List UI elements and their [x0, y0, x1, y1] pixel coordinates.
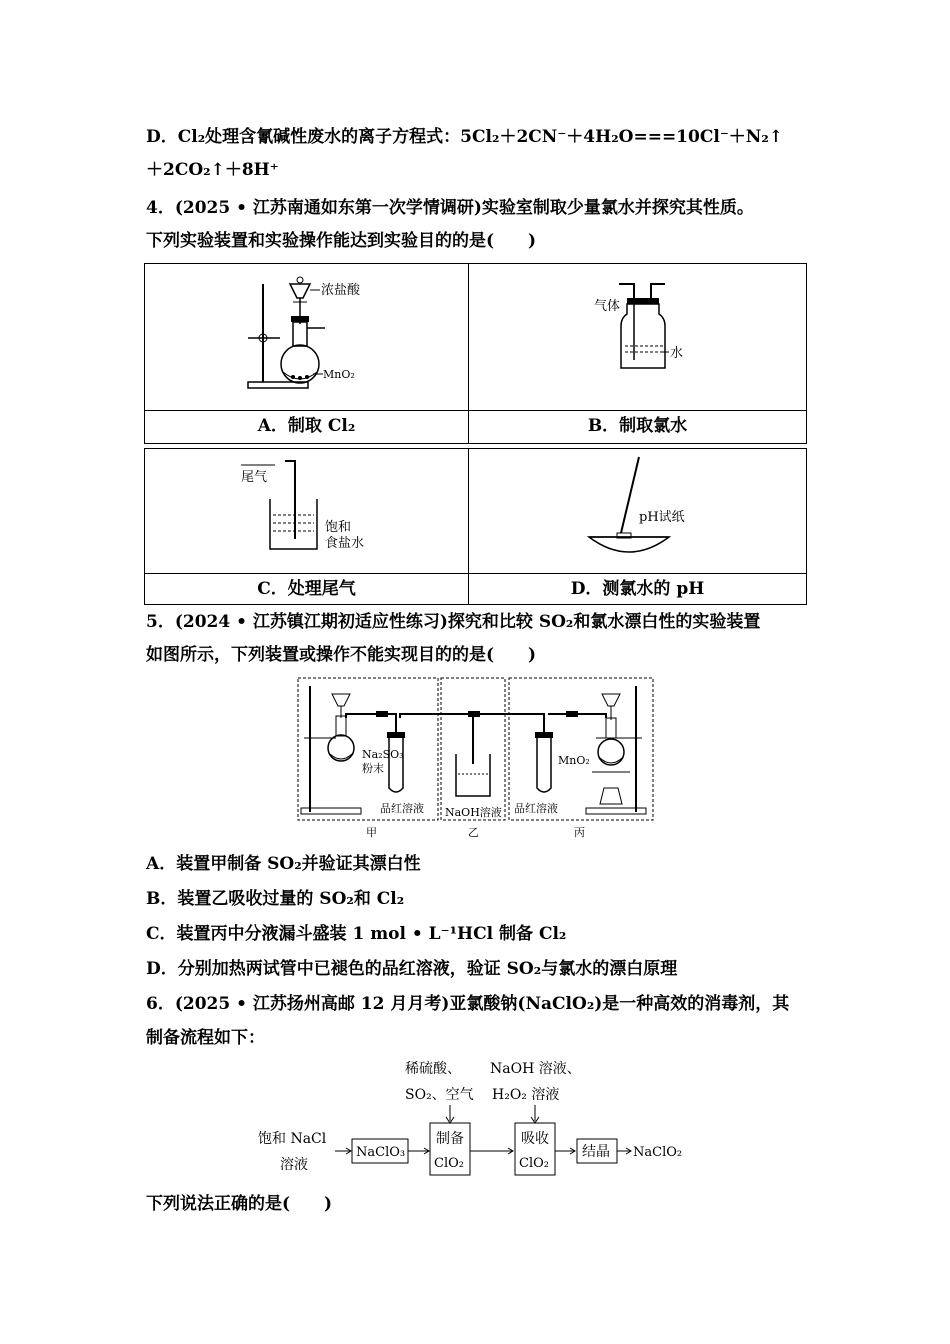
q3-option-d-line1: D．Cl₂处理含氰碱性废水的离子方程式：5Cl₂＋2CN⁻＋4H₂O===10Cl⁻＋N₂↑	[146, 127, 784, 147]
flow-reagent1-line1: 稀硫酸、	[405, 1061, 461, 1077]
q4-stem-line1: 4．(2025 • 江苏南通如东第一次学情调研)实验室制取少量氯水并探究其性质。	[146, 198, 754, 218]
q5-option-b: B．装置乙吸收过量的 SO₂和 Cl₂	[146, 889, 405, 909]
q4-caption-d: D．测氯水的 pH	[570, 579, 705, 599]
flow-product: NaClO₂	[633, 1145, 683, 1160]
q4-figure-b	[468, 263, 807, 411]
label-conc-hcl: 浓盐酸	[321, 283, 361, 298]
label-brine-2: 食盐水	[325, 536, 365, 551]
q5-option-d: D．分别加热两试管中已褪色的品红溶液，验证 SO₂与氯水的漂白原理	[146, 959, 678, 979]
q4-caption-d-cell	[468, 573, 807, 605]
q5-option-a: A．装置甲制备 SO₂并验证其漂白性	[146, 854, 421, 874]
q6-flow-diagram	[250, 1055, 700, 1185]
q3-option-d-line2: ＋2CO₂↑＋8H⁺	[146, 160, 279, 180]
flow-box-prepare-line2: ClO₂	[434, 1156, 464, 1171]
label-mno2-a: MnO₂	[323, 368, 355, 381]
label-brine-1: 饱和	[325, 520, 352, 535]
q6-stem-line2: 制备流程如下：	[146, 1028, 265, 1048]
q4-caption-c: C．处理尾气	[257, 579, 356, 599]
apparatus-a-diagram	[145, 264, 470, 412]
q4-caption-b: B．制取氯水	[587, 416, 688, 436]
flow-start-line2: 溶液	[280, 1157, 308, 1173]
q4-caption-b-cell	[468, 410, 807, 444]
flow-box-absorb-line2: ClO₂	[519, 1156, 549, 1171]
label-powder: 粉末	[362, 762, 384, 775]
label-jia: 甲	[366, 826, 377, 839]
apparatus-c-diagram	[145, 449, 470, 575]
label-na2so3: Na₂SO₃	[362, 748, 404, 761]
label-red-solution-1: 品红溶液	[380, 802, 424, 815]
flow-box-naclo3: NaClO₃	[356, 1145, 406, 1160]
flow-start-line1: 饱和 NaCl	[258, 1131, 327, 1147]
q4-figure-a	[144, 263, 469, 411]
label-ph-paper: pH试纸	[639, 510, 685, 525]
q5-stem-line2: 如图所示，下列装置或操作不能实现目的的是( )	[146, 645, 537, 665]
flow-reagent2-line1: NaOH 溶液、	[490, 1061, 581, 1077]
flow-box-crystallize: 结晶	[582, 1144, 610, 1160]
label-gas: 气体	[594, 299, 621, 314]
flow-reagent2-line2: H₂O₂ 溶液	[492, 1087, 560, 1103]
label-mno2-c: MnO₂	[558, 754, 590, 767]
label-naoh-solution: NaOH溶液	[445, 806, 502, 819]
apparatus-d-diagram	[469, 449, 808, 575]
flow-box-prepare-line1: 制备	[436, 1131, 464, 1147]
q6-stem-line1: 6．(2025 • 江苏扬州高邮 12 月月考)亚氯酸钠(NaClO₂)是一种高效的消毒剂，其	[146, 994, 790, 1014]
q5-stem-line1: 5．(2024 • 江苏镇江期初适应性练习)探究和比较 SO₂和氯水漂白性的实验装置	[146, 612, 761, 632]
label-tail-gas: 尾气	[241, 470, 268, 485]
label-bing: 丙	[574, 826, 585, 839]
q4-caption-c-cell	[144, 573, 469, 605]
apparatus-b-diagram	[469, 264, 808, 412]
q4-caption-a-cell	[144, 410, 469, 444]
flow-reagent1-line2: SO₂、空气	[405, 1087, 474, 1103]
label-yi: 乙	[468, 826, 479, 839]
q4-figure-d	[468, 448, 807, 574]
label-water: 水	[670, 346, 684, 361]
q4-stem-line2: 下列实验装置和实验操作能达到实验目的的是( )	[146, 231, 537, 251]
q4-figure-c	[144, 448, 469, 574]
q5-apparatus-diagram	[296, 676, 656, 841]
q4-caption-a: A．制取 Cl₂	[257, 416, 356, 436]
flow-box-absorb-line1: 吸收	[521, 1131, 549, 1147]
q6-prompt: 下列说法正确的是( )	[146, 1194, 333, 1214]
label-red-solution-2: 品红溶液	[514, 802, 558, 815]
q5-option-c: C．装置丙中分液漏斗盛装 1 mol • L⁻¹HCl 制备 Cl₂	[146, 924, 567, 944]
